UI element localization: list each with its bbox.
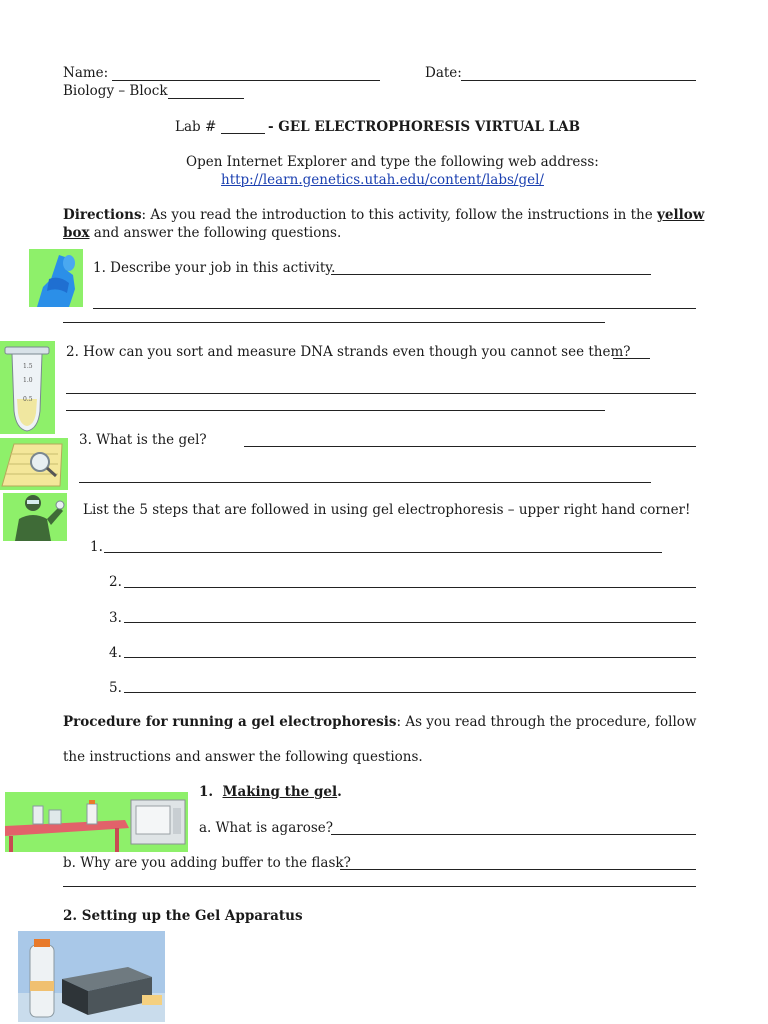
- step-4-label: 4.: [109, 645, 122, 661]
- gloved-hand-image: [29, 249, 83, 307]
- block-line[interactable]: [168, 98, 244, 99]
- notepad-magnifier-image: [0, 438, 68, 490]
- steps-prompt: List the 5 steps that are followed in using gel electrophoresis – upper right hand corner!: [83, 502, 691, 518]
- lab-number-label: Lab #: [175, 119, 217, 135]
- intro-text: Open Internet Explorer and type the following web address:: [186, 154, 599, 170]
- date-line[interactable]: [461, 80, 696, 81]
- procedure-line-1: [63, 714, 696, 730]
- step-2-line[interactable]: [124, 587, 696, 588]
- step-4-line[interactable]: [124, 657, 696, 658]
- q2-answer-line-2[interactable]: [66, 393, 696, 394]
- section-1-heading: [199, 784, 342, 800]
- q3-answer-line-1[interactable]: [244, 446, 696, 447]
- step-3-label: 3.: [109, 610, 122, 626]
- q2-answer-line-1[interactable]: [613, 358, 650, 359]
- biology-block-label: Biology – Block: [63, 83, 168, 99]
- section-2-heading: 2. Setting up the Gel Apparatus: [63, 908, 303, 924]
- question-3: 3. What is the gel?: [79, 432, 207, 448]
- section-1-title: Making the gel: [222, 784, 338, 800]
- directions-text-2: and answer the following questions.: [89, 225, 342, 241]
- step-5-label: 5.: [109, 680, 122, 696]
- qb-answer-line-2[interactable]: [63, 886, 696, 887]
- tube-mark-1-0: 1.0: [23, 377, 33, 384]
- procedure-label: Procedure for running a gel electrophoresis: [63, 714, 397, 730]
- web-address-link[interactable]: http://learn.genetics.utah.edu/content/labs/gel/: [221, 172, 544, 188]
- question-1: 1. Describe your job in this activity.: [93, 260, 336, 276]
- step-1-line[interactable]: [104, 552, 662, 553]
- q3-answer-line-2[interactable]: [79, 482, 651, 483]
- question-b: b. Why are you adding buffer to the flask?: [63, 855, 351, 871]
- directions-line-1: [63, 207, 704, 223]
- box-emphasis: box: [63, 225, 90, 241]
- yellow-emphasis: yellow: [657, 207, 705, 223]
- page-title: - GEL ELECTROPHORESIS VIRTUAL LAB: [268, 119, 581, 135]
- lab-number-line[interactable]: [221, 133, 265, 134]
- qa-answer-line[interactable]: [331, 834, 696, 835]
- tube-mark-1-5: 1.5: [23, 363, 33, 370]
- qb-answer-line-1[interactable]: [340, 869, 696, 870]
- step-5-line[interactable]: [124, 692, 696, 693]
- gel-apparatus-image: [18, 931, 165, 1022]
- question-2: 2. How can you sort and measure DNA strands even though you cannot see them?: [66, 344, 631, 360]
- procedure-line-2: the instructions and answer the following questions.: [63, 749, 423, 765]
- q1-answer-line-1[interactable]: [331, 274, 651, 275]
- date-label: Date:: [425, 65, 462, 81]
- directions-text: : As you read the introduction to this activity, follow the instructions in the: [141, 207, 658, 223]
- name-line[interactable]: [112, 80, 380, 81]
- scientist-image: [3, 493, 67, 541]
- step-2-label: 2.: [109, 574, 122, 590]
- question-a: a. What is agarose?: [199, 820, 333, 836]
- procedure-text: : As you read through the procedure, follow: [396, 714, 697, 730]
- q2-answer-line-3[interactable]: [66, 410, 605, 411]
- section-1-period: .: [337, 784, 342, 800]
- section-1-number: 1.: [199, 784, 214, 800]
- test-tube-image: [0, 341, 55, 434]
- q1-answer-line-2[interactable]: [93, 308, 696, 309]
- tube-mark-0-5: 0.5: [23, 396, 33, 403]
- lab-bench-image: [5, 792, 188, 852]
- name-label: Name:: [63, 65, 109, 81]
- directions-line-2: [63, 225, 341, 241]
- step-1-label: 1.: [90, 539, 103, 555]
- q1-answer-line-3[interactable]: [63, 322, 605, 323]
- directions-label: Directions: [63, 207, 142, 223]
- step-3-line[interactable]: [124, 622, 696, 623]
